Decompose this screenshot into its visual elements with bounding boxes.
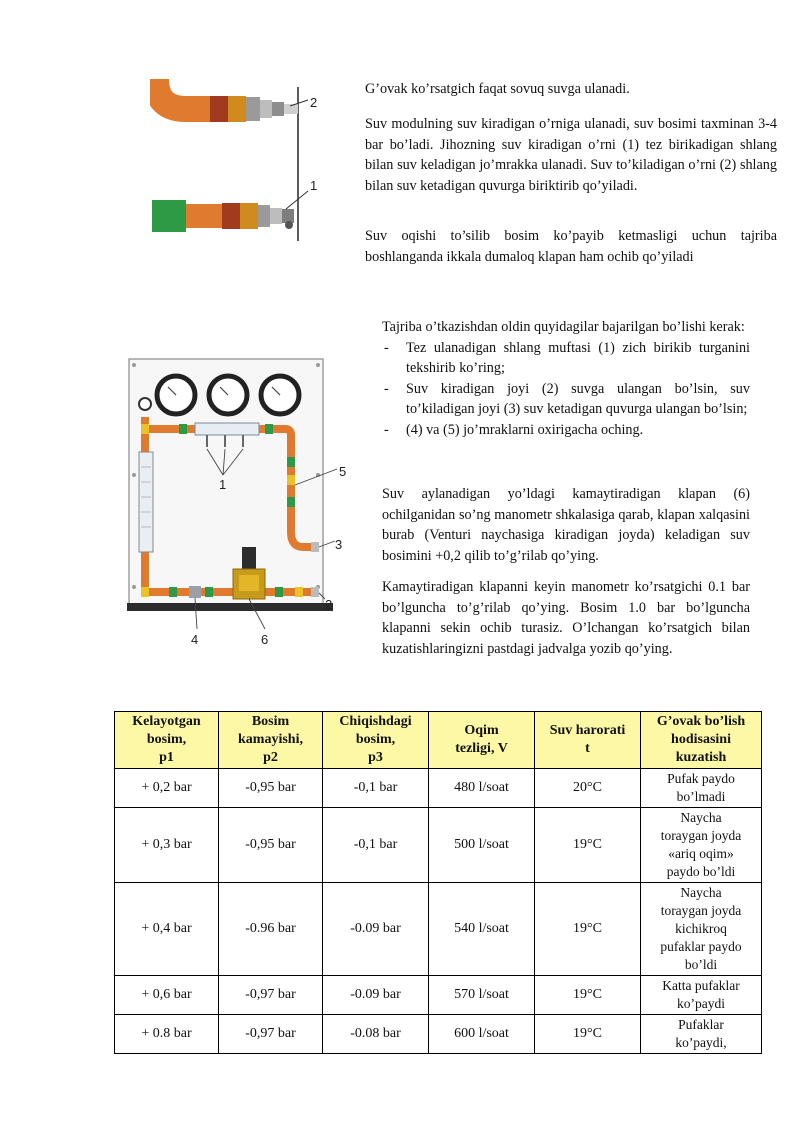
paragraph-measurement: Kamaytiradigan klapanni keyin manometr ko’rsatgichi 0.1 bar bo’lguncha to’g’rilab qo’ying. Bosim 1.0 bar bo’lguncha klapanni sekin ochib turasiz. O’lchangan ko’rsatgich bilan kuzatishlaringizni pastdagi jadvalga yozib qo’ying. [382,579,750,657]
header-cavitation-observation: G’ovak bo’lish hodisasini kuzatish [641,712,762,769]
table-row: + 0,2 bar -0,95 bar -0,1 bar 480 l/soat 20°C Pufak paydo bo’lmadi [115,769,762,808]
table-row: + 0,4 bar -0.96 bar -0.09 bar 540 l/soat 19°C Naycha toraygan joyda kichikroq pufaklar paydo bo’ldi [115,883,762,976]
callout-4: 4 [191,632,199,647]
header-outlet-pressure: Chiqishdagi bosim, p3 [323,712,429,769]
paragraph-reducing-valve: Suv aylanadigan yo’ldagi kamaytiradigan klapan (6) ochilganidan so’ng manometr shkalasiga qarab, klapan xalqasini burab (Venturi naychasiga kiradigan joyda) keladigan suv bosimini +0,2 qilib to’g’rilab qo’ying. [382,486,750,564]
preparation-section [382,317,750,440]
header-inlet-pressure: Kelayotgan bosim, p1 [115,712,219,769]
header-pressure-drop: Bosim kamayishi, p2 [219,712,323,769]
table-row: + 0,6 bar -0,97 bar -0.09 bar 570 l/soat 19°C Katta pufaklar ko’paydi [115,976,762,1015]
bullet-mark: - [384,380,389,397]
table-header-row [115,712,762,769]
table-row: + 0,3 bar -0,95 bar -0,1 bar 500 l/soat 19°C Naycha toraygan joyda «ariq oqim» paydo bo’ldi [115,808,762,883]
list-item: - Tez ulanadigan shlang muftasi (1) zich birikib turganini tekshirib ko’ring; [384,339,750,376]
bullet-mark: - [384,339,389,356]
callout-1: 1 [310,178,318,193]
callout-6: 6 [261,632,269,647]
callout-1: 1 [219,477,227,492]
callout-5: 5 [339,464,347,479]
table-row: + 0.8 bar -0,97 bar -0.08 bar 600 l/soat 19°C Pufaklar ko’paydi, [115,1015,762,1054]
header-water-temperature: Suv harorati t [535,712,641,769]
callout-2: 2 [310,95,318,110]
list-item: - (4) va (5) jo’mraklarni oxirigacha oching. [382,420,750,441]
callout-2: 2 [325,597,333,612]
paragraph-valve-open: Suv oqishi to’silib bosim ko’payib ketmasligi uchun tajriba boshlanganda ikkala dumaloq klapan ham ochib qo’yiladi [365,228,777,265]
callout-3: 3 [335,537,343,552]
paragraph-water-connection: Suv modulning suv kiradigan o’rniga ulanadi, suv bosimi taxminan 3-4 bar bo’ladi. Jihozning suv kiradigan o’rni (1) tez birikadigan shlang bilan suv keladigan jo’mrakka ulanadi. Suv to’kiladigan o’rni (2) shlang bilan suv ketadigan quvurga biriktirib qo’yiladi. [365,116,777,194]
bullet-mark: - [384,421,389,438]
list-item: - Suv kiradigan joyi (2) suvga ulangan bo’lsin, suv to’kiladigan joyi (3) suv ketadigan quvurga ulangan bo’lsin; [384,380,750,417]
preparation-intro: Tajriba o’tkazishdan oldin quyidagilar bajarilgan bo’lishi kerak: [382,319,745,335]
apparatus-figure [125,357,355,650]
preparation-list [382,338,750,441]
header-flow-rate: Oqim tezligi, V [429,712,535,769]
paragraph-cold-water-note: G’ovak ko’rsatgich faqat sovuq suvga ulanadi. [365,81,630,97]
hose-connection-figure [150,75,340,245]
observation-table [114,711,762,1054]
